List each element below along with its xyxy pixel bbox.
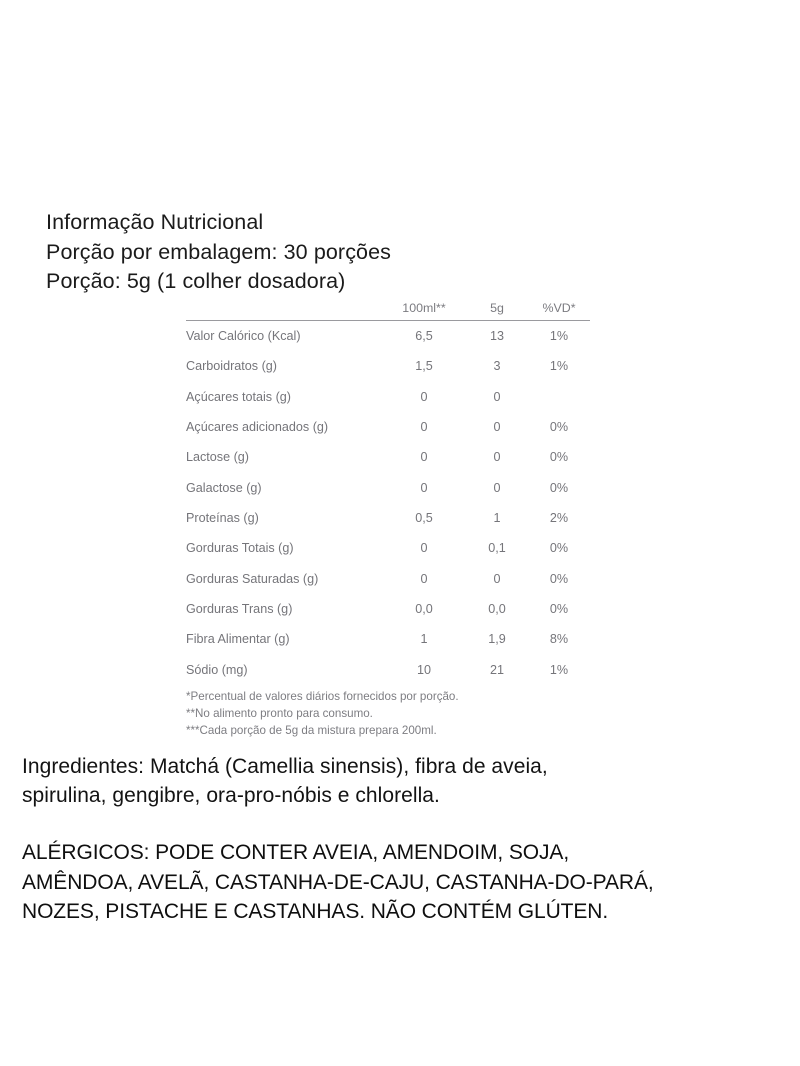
- column-header-row: [186, 296, 590, 320]
- allergens-line: NOZES, PISTACHE E CASTANHAS. NÃO CONTÉM GLÚTEN.: [22, 900, 609, 923]
- nutrition-table-header: [186, 296, 590, 321]
- table-row: [186, 473, 590, 503]
- page-title: Informação Nutricional: [46, 210, 264, 234]
- value-cell-100ml: 0: [420, 450, 428, 465]
- value-cell-100ml: 1: [420, 632, 428, 647]
- footnote-line: *Percentual de valores diários fornecidos por porção.: [186, 690, 459, 703]
- value-cell-vd: 1%: [549, 329, 569, 343]
- value-cell-vd: 0%: [549, 602, 569, 617]
- value-cell-100ml: 0: [420, 480, 428, 495]
- nutrient-name-cell: Proteínas (g): [186, 511, 259, 526]
- heading-block: [46, 208, 746, 297]
- ingredients-text: [22, 752, 722, 810]
- nutrient-name-cell: Lactose (g): [186, 450, 249, 465]
- allergens-block: [22, 838, 762, 927]
- value-cell-100ml: 1,5: [415, 359, 433, 374]
- value-cell-serving: 21: [489, 662, 504, 677]
- nutrient-name-cell: Açúcares totais (g): [186, 389, 291, 404]
- value-cell-serving: 3: [493, 359, 501, 374]
- table-row: [186, 564, 590, 594]
- table-row: [186, 533, 590, 563]
- nutrient-name-cell: Valor Calórico (Kcal): [186, 329, 301, 343]
- value-cell-serving: 0,1: [488, 541, 506, 556]
- table-row: [186, 594, 590, 624]
- nutrient-name-cell: Fibra Alimentar (g): [186, 632, 290, 647]
- table-row: [186, 382, 590, 412]
- servings-per-package-line: Porção por embalagem: 30 porções: [46, 239, 392, 264]
- serving-size-line: Porção: 5g (1 colher dosadora): [46, 269, 346, 293]
- value-cell-serving: 0: [493, 450, 501, 465]
- allergens-text: [22, 838, 762, 927]
- value-cell-100ml: 0: [420, 389, 428, 404]
- nutrient-name-cell: Gorduras Saturadas (g): [186, 571, 319, 586]
- value-cell-serving: 0: [493, 571, 501, 586]
- value-cell-vd: 1%: [549, 359, 569, 374]
- value-cell-serving: 13: [489, 329, 504, 343]
- value-cell-vd: 2%: [549, 511, 569, 526]
- table-row: [186, 624, 590, 654]
- ingredients-block: [22, 752, 722, 810]
- nutrient-name-cell: Carboidratos (g): [186, 359, 277, 374]
- nutrition-facts-table: [186, 296, 590, 685]
- value-cell-vd: 1%: [549, 662, 569, 677]
- nutrient-name-cell: Galactose (g): [186, 480, 262, 495]
- value-cell-vd: 0%: [549, 450, 569, 465]
- value-cell-vd: 0%: [549, 571, 569, 586]
- value-cell-vd: [528, 382, 590, 412]
- ingredients-line: Ingredientes: Matchá (Camellia sinensis), fibra de aveia,: [22, 755, 548, 778]
- nutrient-name-cell: Açúcares adicionados (g): [186, 420, 329, 435]
- column-header-100ml: 100ml**: [402, 301, 446, 315]
- value-cell-vd: 0%: [549, 541, 569, 556]
- table-row: [186, 412, 590, 442]
- ingredients-line: spirulina, gengibre, ora-pro-nóbis e chlorella.: [22, 784, 440, 807]
- value-cell-serving: 1: [493, 511, 501, 526]
- table-row: [186, 442, 590, 472]
- value-cell-vd: 0%: [549, 480, 569, 495]
- nutrition-table-body: [186, 321, 590, 685]
- allergens-line: AMÊNDOA, AVELÃ, CASTANHA-DE-CAJU, CASTANHA-DO-PARÁ,: [22, 870, 654, 894]
- value-cell-serving: 0,0: [488, 602, 506, 617]
- nutrient-name-cell: Gorduras Trans (g): [186, 602, 293, 617]
- value-cell-100ml: 6,5: [415, 329, 433, 343]
- footnotes-block: [186, 688, 606, 740]
- row-label-header: [186, 296, 382, 320]
- table-row: [186, 655, 590, 685]
- value-cell-100ml: 0: [420, 571, 428, 586]
- value-cell-serving: 1,9: [488, 632, 506, 647]
- table-row: [186, 351, 590, 381]
- value-cell-vd: 0%: [549, 420, 569, 435]
- value-cell-100ml: 0,5: [415, 511, 433, 526]
- column-header-serving: 5g: [490, 301, 504, 315]
- value-cell-100ml: 0,0: [415, 602, 433, 617]
- footnote-line: ***Cada porção de 5g da mistura prepara 200ml.: [186, 724, 437, 738]
- value-cell-serving: 0: [493, 420, 501, 435]
- value-cell-serving: 0: [493, 480, 501, 495]
- footnote-line: **No alimento pronto para consumo.: [186, 707, 373, 721]
- value-cell-100ml: 0: [420, 541, 428, 556]
- value-cell-vd: 8%: [549, 632, 569, 647]
- table-row: [186, 321, 590, 351]
- value-cell-100ml: 0: [420, 420, 428, 435]
- nutrient-name-cell: Gorduras Totais (g): [186, 541, 294, 556]
- column-header-vd: %VD*: [542, 301, 576, 315]
- value-cell-100ml: 10: [416, 662, 431, 677]
- allergens-line: ALÉRGICOS: PODE CONTER AVEIA, AMENDOIM, SOJA,: [22, 841, 570, 864]
- table-row: [186, 503, 590, 533]
- nutrient-name-cell: Sódio (mg): [186, 662, 248, 677]
- value-cell-serving: 0: [493, 389, 501, 404]
